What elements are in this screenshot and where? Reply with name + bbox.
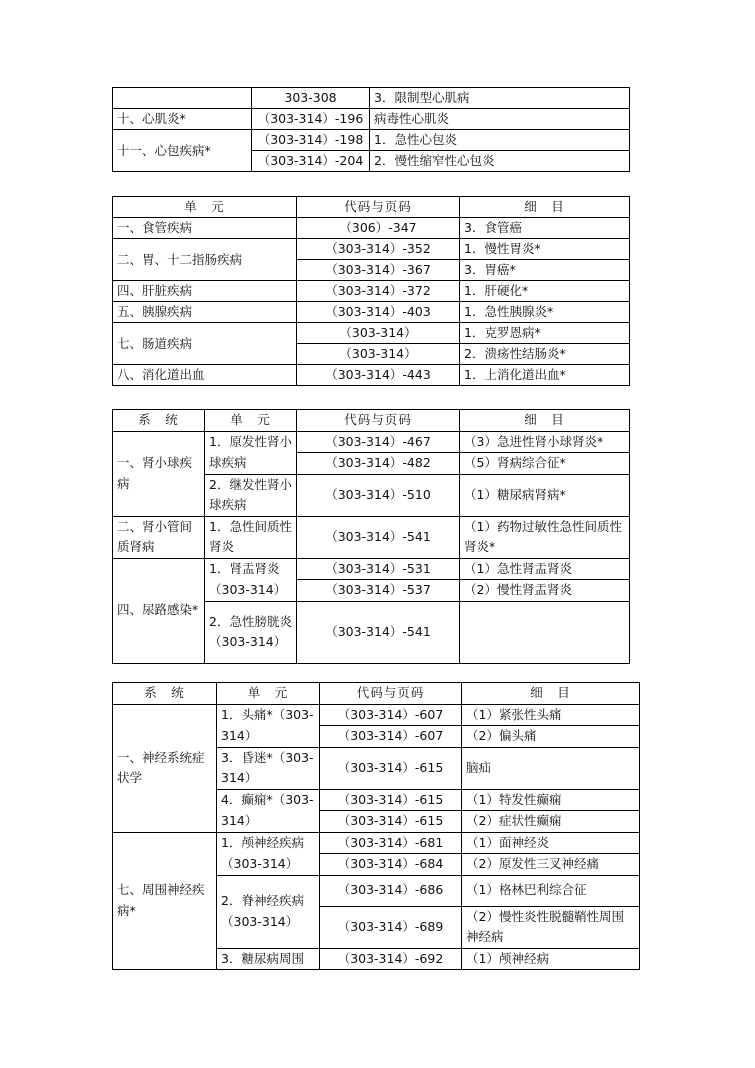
- code-cell: （303-314）-482: [297, 453, 460, 475]
- unit-cell: 1．肾盂肾炎（303-314）: [205, 558, 297, 601]
- detail-cell: （2）原发性三叉神经痛: [462, 854, 640, 876]
- code-cell: （303-314）-198: [252, 130, 370, 151]
- detail-cell: （1）药物过敏性急性间质性肾炎*: [460, 516, 630, 558]
- table-header-row: [113, 683, 640, 705]
- table-digestive: [112, 196, 630, 386]
- system-cell: 四、尿路感染*: [113, 558, 205, 663]
- detail-cell: （5）肾病综合征*: [460, 453, 630, 475]
- detail-cell: [460, 601, 630, 663]
- code-cell: （303-314）-692: [320, 948, 462, 970]
- detail-cell: 病毒性心肌炎: [370, 109, 630, 130]
- header-code: 代码与页码: [320, 683, 462, 705]
- unit-cell: 七、肠道疾病: [113, 323, 297, 365]
- detail-cell: （1）急性肾盂肾炎: [460, 558, 630, 580]
- code-cell: （303-314）-510: [297, 474, 460, 516]
- table-row: [113, 832, 640, 854]
- code-cell: （303-314）-467: [297, 431, 460, 453]
- detail-cell: 2．溃疡性结肠炎*: [460, 344, 630, 365]
- detail-cell: 1．克罗恩病*: [460, 323, 630, 344]
- table-row: [113, 88, 630, 109]
- header-detail: 细 目: [460, 410, 630, 432]
- unit-cell: 3．昏迷*（303-314）: [217, 747, 320, 789]
- unit-cell: 二、胃、十二指肠疾病: [113, 239, 297, 281]
- table-header-row: [113, 197, 630, 218]
- detail-cell: 1．急性心包炎: [370, 130, 630, 151]
- detail-cell: 脑疝: [462, 747, 640, 789]
- header-unit: 单 元: [113, 197, 297, 218]
- code-cell: （303-314）-196: [252, 109, 370, 130]
- unit-cell: 3．糖尿病周围: [217, 948, 320, 970]
- unit-cell: 2．急性膀胱炎（303-314）: [205, 601, 297, 663]
- code-cell: （303-314）-686: [320, 875, 462, 906]
- table-row: [113, 558, 630, 580]
- unit-cell: 2．继发性肾小球疾病: [205, 474, 297, 516]
- code-cell: （303-314）-615: [320, 747, 462, 789]
- header-detail: 细 目: [462, 683, 640, 705]
- code-cell: （303-314）-541: [297, 601, 460, 663]
- code-cell: （306）-347: [297, 218, 460, 239]
- code-cell: （303-314）-681: [320, 832, 462, 854]
- header-detail: 细 目: [460, 197, 630, 218]
- detail-cell: （1）紧张性头痛: [462, 704, 640, 726]
- system-cell: 二、肾小管间质肾病: [113, 516, 205, 558]
- detail-cell: （3）急进性肾小球肾炎*: [460, 431, 630, 453]
- detail-cell: （1）颅神经病: [462, 948, 640, 970]
- detail-cell: 3．限制型心肌病: [370, 88, 630, 109]
- code-cell: （303-314）: [297, 323, 460, 344]
- system-cell: 一、神经系统症状学: [113, 704, 217, 832]
- table-row: [113, 218, 630, 239]
- unit-cell: 1．急性间质性肾炎: [205, 516, 297, 558]
- detail-cell: （2）慢性炎性脱髓鞘性周围神经病: [462, 906, 640, 948]
- unit-cell: 十、心肌炎*: [113, 109, 252, 130]
- system-cell: 一、肾小球疾病: [113, 431, 205, 516]
- table-row: [113, 365, 630, 386]
- unit-cell: 4．癫痫*（303-314）: [217, 789, 320, 832]
- code-cell: （303-314）-689: [320, 906, 462, 948]
- table-row: [113, 431, 630, 453]
- code-cell: 303-308: [252, 88, 370, 109]
- header-unit: 单 元: [217, 683, 320, 705]
- header-system: 系 统: [113, 683, 217, 705]
- detail-cell: （1）糖尿病肾病*: [460, 474, 630, 516]
- table-header-row: [113, 410, 630, 432]
- table-row: [113, 109, 630, 130]
- detail-cell: 1．肝硬化*: [460, 281, 630, 302]
- detail-cell: 1．急性胰腺炎*: [460, 302, 630, 323]
- system-cell: 七、周围神经疾病*: [113, 832, 217, 970]
- header-code: 代码与页码: [297, 410, 460, 432]
- code-cell: （303-314）-541: [297, 516, 460, 558]
- unit-cell: 一、食管疾病: [113, 218, 297, 239]
- unit-cell: 五、胰腺疾病: [113, 302, 297, 323]
- code-cell: （303-314）: [297, 344, 460, 365]
- detail-cell: （1）格林巴利综合征: [462, 875, 640, 906]
- code-cell: （303-314）-684: [320, 854, 462, 876]
- code-cell: （303-314）-607: [320, 704, 462, 726]
- code-cell: （303-314）-615: [320, 811, 462, 833]
- table-row: [113, 516, 630, 558]
- code-cell: （303-314）-531: [297, 558, 460, 580]
- unit-cell: 八、消化道出血: [113, 365, 297, 386]
- detail-cell: 1．上消化道出血*: [460, 365, 630, 386]
- detail-cell: 3．食管癌: [460, 218, 630, 239]
- code-cell: （303-314）-204: [252, 151, 370, 172]
- detail-cell: （2）症状性癫痫: [462, 811, 640, 833]
- detail-cell: （2）慢性肾盂肾炎: [460, 580, 630, 602]
- detail-cell: （2）偏头痛: [462, 726, 640, 748]
- table-row: [113, 130, 630, 151]
- detail-cell: 3．胃癌*: [460, 260, 630, 281]
- table-urinary: [112, 409, 630, 664]
- unit-cell: 1．头痛*（303-314）: [217, 704, 320, 747]
- unit-cell: 四、肝脏疾病: [113, 281, 297, 302]
- table-row: [113, 281, 630, 302]
- code-cell: （303-314）-607: [320, 726, 462, 748]
- header-system: 系 统: [113, 410, 205, 432]
- table-row: [113, 323, 630, 344]
- header-code: 代码与页码: [297, 197, 460, 218]
- unit-cell: 1．颅神经疾病（303-314）: [217, 832, 320, 875]
- table-row: [113, 302, 630, 323]
- table-row: [113, 704, 640, 726]
- code-cell: （303-314）-443: [297, 365, 460, 386]
- detail-cell: （1）特发性癫痫: [462, 789, 640, 811]
- code-cell: （303-314）-372: [297, 281, 460, 302]
- unit-cell: [113, 88, 252, 109]
- table-neurology: [112, 682, 640, 970]
- detail-cell: 2．慢性缩窄性心包炎: [370, 151, 630, 172]
- table-row: [113, 239, 630, 260]
- table-cardiology-continued: [112, 87, 630, 172]
- unit-cell: 2．脊神经疾病（303-314）: [217, 875, 320, 948]
- code-cell: （303-314）-352: [297, 239, 460, 260]
- detail-cell: （1）面神经炎: [462, 832, 640, 854]
- code-cell: （303-314）-615: [320, 789, 462, 811]
- unit-cell: 1．原发性肾小球疾病: [205, 431, 297, 474]
- code-cell: （303-314）-537: [297, 580, 460, 602]
- code-cell: （303-314）-367: [297, 260, 460, 281]
- unit-cell: 十一、心包疾病*: [113, 130, 252, 172]
- header-unit: 单 元: [205, 410, 297, 432]
- detail-cell: 1．慢性胃炎*: [460, 239, 630, 260]
- code-cell: （303-314）-403: [297, 302, 460, 323]
